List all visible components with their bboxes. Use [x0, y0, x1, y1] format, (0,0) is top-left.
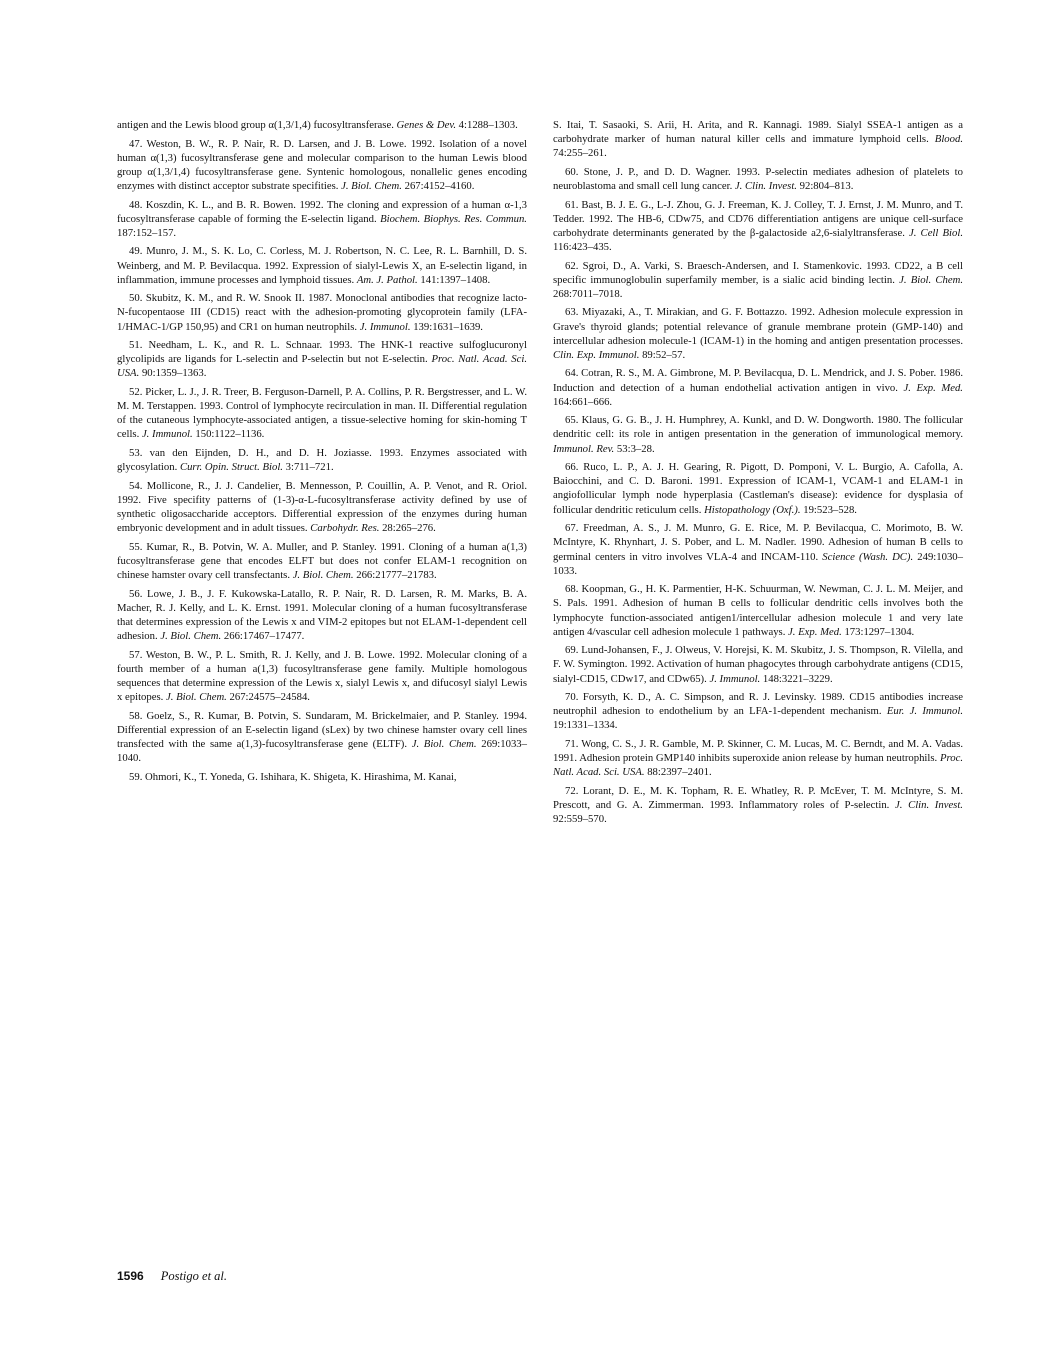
journal-name: Eur. J. Immunol. — [886, 705, 963, 718]
journal-name: J. Biol. Chem. — [411, 737, 477, 750]
reference-72: 72. Lorant, D. E., M. K. Topham, R. E. Whatley, R. P. McEver, T. M. McIntyre, S. M. Prescott, and G. A. Zimmerman. 1993. Inflammatory roles of P-selectin. J. Clin. Invest. 92:559–570. — [553, 784, 963, 826]
journal-name: J. Biol. Chem. — [292, 569, 354, 582]
reference-63: 63. Miyazaki, A., T. Mirakian, and G. F. Bottazzo. 1992. Adhesion molecule expression in Grave's thyroid glands; potential relevance of granule membrane protein (GMP-140) and intercellular adhesion molecule-1 (ICAM-1) in the homing and antigen presentation processes. Clin. Exp. Immunol. 89:52–57. — [553, 306, 963, 361]
journal-name: Biochem. Biophys. Res. Commun. — [380, 212, 527, 225]
reference-53: 53. van den Eijnden, D. H., and D. H. Joziasse. 1993. Enzymes associated with glycosylation. Curr. Opin. Struct. Biol. 3:711–721. — [117, 447, 527, 474]
reference-57: 57. Weston, B. W., P. L. Smith, R. J. Kelly, and J. B. Lowe. 1992. Molecular cloning of a fourth member of a human a(1,3) fucosyltransferase gene family. Multiple homologous sequences that determine expression of the Lewis x, sialyl Lewis x, and difucosyl sialyl Lewis x epitopes. J. Biol. Chem. 267:24575–24584. — [117, 648, 527, 704]
reference-61: 61. Bast, B. J. E. G., L-J. Zhou, G. J. Freeman, K. J. Colley, T. J. Ernst, J. M. Munro, and T. Tedder. 1992. The HB-6, CDw75, and CD76 differentiation antigens are unique cell-surface carbohydrate determinants generated by the β-galactoside a2,6-sialyltransferase. J. Cell Biol. 116:423–435. — [553, 198, 963, 254]
journal-name: Carbohydr. Res. — [310, 522, 380, 535]
journal-name: Blood. — [934, 133, 963, 146]
reference-70: 70. Forsyth, K. D., A. C. Simpson, and R. J. Levinsky. 1989. CD15 antibodies increase neutrophil adhesion to endothelium by an LFA-1-dependent mechanism. Eur. J. Immunol. 19:1331–1334. — [553, 691, 963, 732]
page-number: 1596 — [117, 1269, 144, 1283]
running-authors: Postigo et al. — [160, 1269, 228, 1283]
journal-name: J. Immunol. — [359, 320, 411, 333]
journal-name: J. Exp. Med. — [903, 381, 963, 394]
reference-55: 55. Kumar, R., B. Potvin, W. A. Muller, and P. Stanley. 1991. Cloning of a human a(1,3) fucosyltransferase gene that encodes ELFT but does not confer ELAM-1 recognition on chinese hamster ovary cell transfectants. J. Biol. Chem. 266:21777–21783. — [117, 540, 527, 582]
reference-47: 47. Weston, B. W., R. P. Nair, R. D. Larsen, and J. B. Lowe. 1992. Isolation of a novel human α(1,3) fucosyltransferase gene and molecular comparison to the human Lewis blood group α(1,3/1,4) fucosyltransferase gene. Syntenic homologous, nonallelic genes encoding enzymes with distinct acceptor substrate specifities. J. Biol. Chem. 267:4152–4160. — [117, 137, 527, 193]
journal-name: J. Immunol. — [709, 672, 761, 685]
reference-64: 64. Cotran, R. S., M. A. Gimbrone, M. P. Bevilacqua, D. L. Mendrick, and J. S. Pober. 1986. Induction and detection of a human endothelial activation antigen in vivo. J. Exp. Med. 164:661–666. — [553, 367, 963, 408]
journal-name: J. Biol. Chem. — [899, 273, 963, 286]
references-left-column — [117, 118, 527, 788]
journal-name: J. Biol. Chem. — [165, 691, 227, 704]
reference-56: 56. Lowe, J. B., J. F. Kukowska-Latallo, R. P. Nair, R. D. Larsen, R. M. Marks, B. A. Macher, R. J. Kelly, and L. K. Ernst. 1991. Molecular cloning of a human fucosyltransferase that determines expression of the Lewis x and VIM-2 epitopes but not ELAM-1-dependent cell adhesion. J. Biol. Chem. 266:17467–17477. — [117, 587, 527, 643]
journal-name: Clin. Exp. Immunol. — [553, 348, 640, 361]
journal-name: Proc. Natl. Acad. Sci. USA. — [553, 752, 963, 779]
reference-66: 66. Ruco, L. P., A. J. H. Gearing, R. Pigott, D. Pomponi, V. L. Burgio, A. Cafolla, A. Baiocchini, and C. D. Baroni. 1991. Expression of ICAM-1, VCAM-1 and ELAM-1 in angiofollicular lymph node hyperplasia (Castleman's disease): evidence for dysplasia of follicular dendritic reticulum cells. Histopathology (Oxf.). 19:523–528. — [553, 461, 963, 516]
reference-59: 59. Ohmori, K., T. Yoneda, G. Ishihara, K. Shigeta, K. Hirashima, M. Kanai, — [129, 770, 457, 783]
reference-68: 68. Koopman, G., H. K. Parmentier, H-K. Schuurman, W. Newman, C. J. L. M. Meijer, and S. Pals. 1991. Adhesion of human B cells to follicular dendritic cells involves both the lymphocyte function-associated antigen1/intercellular adhesion molecule 1 and very late antigen 4/vascular cell adhesion molecule 1 pathways. J. Exp. Med. 173:1297–1304. — [553, 583, 963, 638]
reference-65: 65. Klaus, G. G. B., J. H. Humphrey, A. Kunkl, and D. W. Dongworth. 1980. The follicular dendritic cell: its role in antigen presentation in the generation of immunological memory. Immunol. Rev. 53:3–28. — [553, 414, 963, 455]
journal-name: Science (Wash. DC). — [822, 550, 914, 563]
reference-48: 48. Koszdin, K. L., and B. R. Bowen. 1992. The cloning and expression of a human α-1,3 fucosyltransferase capable of forming the E-selectin ligand. Biochem. Biophys. Res. Commun. 187:152–157. — [117, 198, 527, 239]
journal-name: Immunol. Rev. — [553, 442, 615, 455]
journal-name: Proc. Natl. Acad. Sci. USA. — [117, 353, 527, 380]
reference-67: 67. Freedman, A. S., J. M. Munro, G. E. Rice, M. P. Bevilacqua, C. Morimoto, B. W. McIntyre, K. Rhynhart, J. S. Pober, and L. M. Nadler. 1990. Adhesion of human B cells to germinal centers in vitro involves VLA-4 and INCAM-110. Science (Wash. DC). 249:1030–1033. — [553, 522, 963, 577]
journal-name: J. Clin. Invest. — [734, 180, 797, 193]
journal-name: J. Exp. Med. — [788, 625, 842, 638]
reference-51: 51. Needham, L. K., and R. L. Schnaar. 1993. The HNK-1 reactive sulfoglucuronyl glycolipids are ligands for L-selectin and P-selectin but not E-selectin. Proc. Natl. Acad. Sci. USA. 90:1359–1363. — [117, 339, 527, 380]
reference-58: 58. Goelz, S., R. Kumar, B. Potvin, S. Sundaram, M. Brickelmaier, and P. Stanley. 1994. Differential expression of an E-selectin ligand (sLex) by two chinese hamster ovary cell lines transfected with the same a(1,3)-fucosyltransferase gene (ELTF). J. Biol. Chem. 269:1033–1040. — [117, 709, 527, 765]
journal-name: J. Cell Biol. — [909, 226, 963, 239]
reference-54: 54. Mollicone, R., J. J. Candelier, B. Mennesson, P. Couillin, A. P. Venot, and R. Oriol. 1992. Five specifity patterns of (1-3)-α-L-fucosyltransferase activity defined by use of synthetic oligosaccharide acceptors. Differential expression of the enzymes during human embryonic development and in adult tissues. Carbohydr. Res. 28:265–276. — [117, 479, 527, 535]
references-right-column — [553, 118, 963, 831]
reference-52: 52. Picker, L. J., J. R. Treer, B. Ferguson-Darnell, P. A. Collins, P. R. Bergstresser, and L. W. M. M. Terstappen. 1993. Control of lymphocyte recirculation in man. II. Differential regulation of the cutaneous lymphocyte-associated antigen, a tissue-selective homing for skin-homing T cells. J. Immunol. 150:1122–1136. — [117, 386, 527, 441]
page-footer — [117, 1269, 227, 1284]
reference-60: 60. Stone, J. P., and D. D. Wagner. 1993. P-selectin mediates adhesion of platelets to neuroblastoma and small cell lung cancer. J. Clin. Invest. 92:804–813. — [553, 165, 963, 193]
journal-name: J. Biol. Chem. — [341, 180, 402, 193]
reference-62: 62. Sgroi, D., A. Varki, S. Braesch-Andersen, and I. Stamenkovic. 1993. CD22, a B cell specific immunoglobulin superfamily member, is a sialic acid binding lectin. J. Biol. Chem. 268:7011–7018. — [553, 259, 963, 300]
journal-name: Genes & Dev. — [396, 119, 456, 131]
reference-49: 49. Munro, J. M., S. K. Lo, C. Corless, M. J. Robertson, N. C. Lee, R. L. Barnhill, D. S. Weinberg, and M. P. Bevilacqua. 1992. Expression of sialyl-Lewis X, an E-selectin ligand, in inflammation, immune processes and lymphoid tissues. Am. J. Pathol. 141:1397–1408. — [117, 245, 527, 286]
journal-name: Histopathology (Oxf.). — [704, 503, 801, 516]
reference-71: 71. Wong, C. S., J. R. Gamble, M. P. Skinner, C. M. Lucas, M. C. Berndt, and M. A. Vadas. 1991. Adhesion protein GMP140 inhibits superoxide anion release by human neutrophils. Proc. Natl. Acad. Sci. USA. 88:2397–2401. — [553, 737, 963, 779]
journal-name: Am. J. Pathol. — [356, 273, 418, 286]
journal-name: Curr. Opin. Struct. Biol. — [179, 461, 283, 474]
reference-59-continued: S. Itai, T. Sasaoki, S. Arii, H. Arita, and R. Kannagi. 1989. Sialyl SSEA-1 antigen as a carbohydrate marker of human natural killer cells and immature lymphoid cells. Blood. 74:255–261. — [553, 119, 963, 160]
journal-name: J. Clin. Invest. — [895, 798, 963, 811]
journal-name: J. Immunol. — [141, 428, 193, 441]
reference-46-continued: antigen and the Lewis blood group α(1,3/1,4) fucosyltransferase. Genes & Dev. 4:1288–1303. — [117, 119, 518, 131]
journal-name: J. Biol. Chem. — [160, 630, 222, 643]
reference-69: 69. Lund-Johansen, F., J. Olweus, V. Horejsi, K. M. Skubitz, J. S. Thompson, R. Vilella, and F. W. Symington. 1992. Activation of human phagocytes through carbohydrate antigens (CD15, sialyl-CD15, CDw17, and CDw65). J. Immunol. 148:3221–3229. — [553, 644, 963, 685]
reference-50: 50. Skubitz, K. M., and R. W. Snook II. 1987. Monoclonal antibodies that recognize lacto-N-fucopentaose III (CD15) react with the adhesion-promoting glycoprotein family (LFA-1/HMAC-1/GP 150,95) and CR1 on human neutrophils. J. Immunol. 139:1631–1639. — [117, 292, 527, 333]
